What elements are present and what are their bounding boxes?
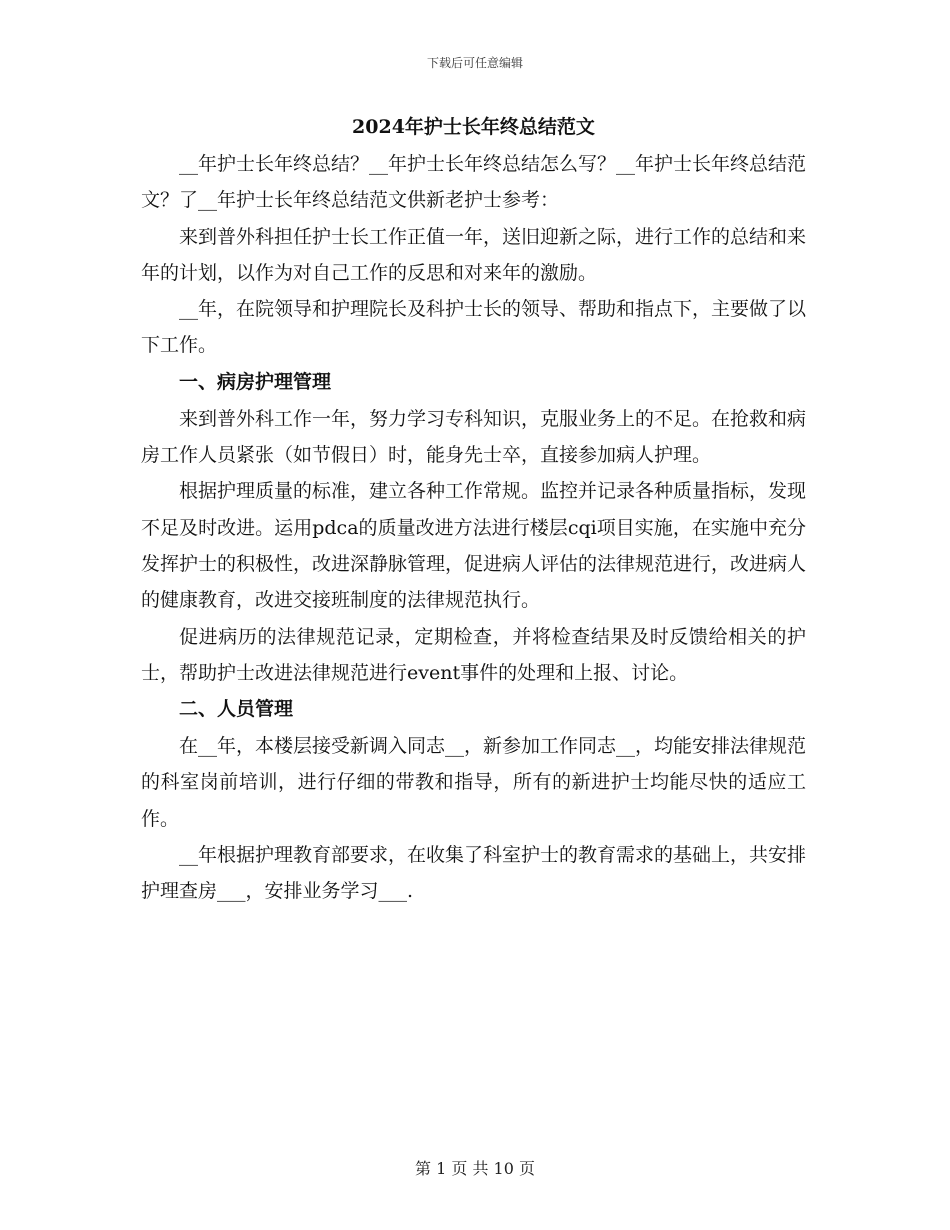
intro-paragraph-2: 来到普外科担任护士长工作正值一年，送旧迎新之际，进行工作的总结和来年的计划，以作为对自己工作的反思和对来年的激励。 [141,225,807,284]
section2-paragraph-1: 在__年，本楼层接受新调入同志__，新参加工作同志__，均能安排法律规范的科室岗前培训，进行仔细的带教和指导，所有的新进护士均能尽快的适应工作。 [141,735,807,830]
section1-paragraph-2: 根据护理质量的标准，建立各种工作常规。监控并记录各种质量指标，发现不足及时改进。运用pdca的质量改进方法进行楼层cqi项目实施，在实施中充分发挥护士的积极性，改进深静脉管理，促进病人评估的法律规范进行，改进病人的健康教育，改进交接班制度的法律规范执行。 [141,480,807,612]
section-heading-staff-management: 二、人员管理 [179,698,294,721]
document-title: 2024年护士长年终总结范文 [352,116,595,138]
download-note: 下载后可任意编辑 [426,56,523,70]
section2-paragraph-2: __年根据护理教育部要求，在收集了科室护士的教育需求的基础上，共安排护理查房___，安排业务学习___. [141,844,807,903]
section-heading-ward-management: 一、病房护理管理 [179,370,332,393]
document-body [141,108,806,910]
intro-paragraph-1: __年护士长年终总结？__年护士长年终总结怎么写？__年护士长年终总结范文？了__年护士长年终总结范文供新老护士参考： [141,153,807,212]
intro-paragraph-3: __年，在院领导和护理院长及科护士长的领导、帮助和指点下，主要做了以下工作。 [141,298,807,357]
section1-paragraph-1: 来到普外科工作一年，努力学习专科知识，克服业务上的不足。在抢救和病房工作人员紧张（如节假日）时，能身先士卒，直接参加病人护理。 [141,407,807,467]
section1-paragraph-3: 促进病历的法律规范记录，定期检查，并将检查结果及时反馈给相关的护士，帮助护士改进法律规范进行event事件的处理和上报、讨论。 [141,625,806,684]
page-number: 第 1 页 共 10 页 [415,1159,535,1178]
